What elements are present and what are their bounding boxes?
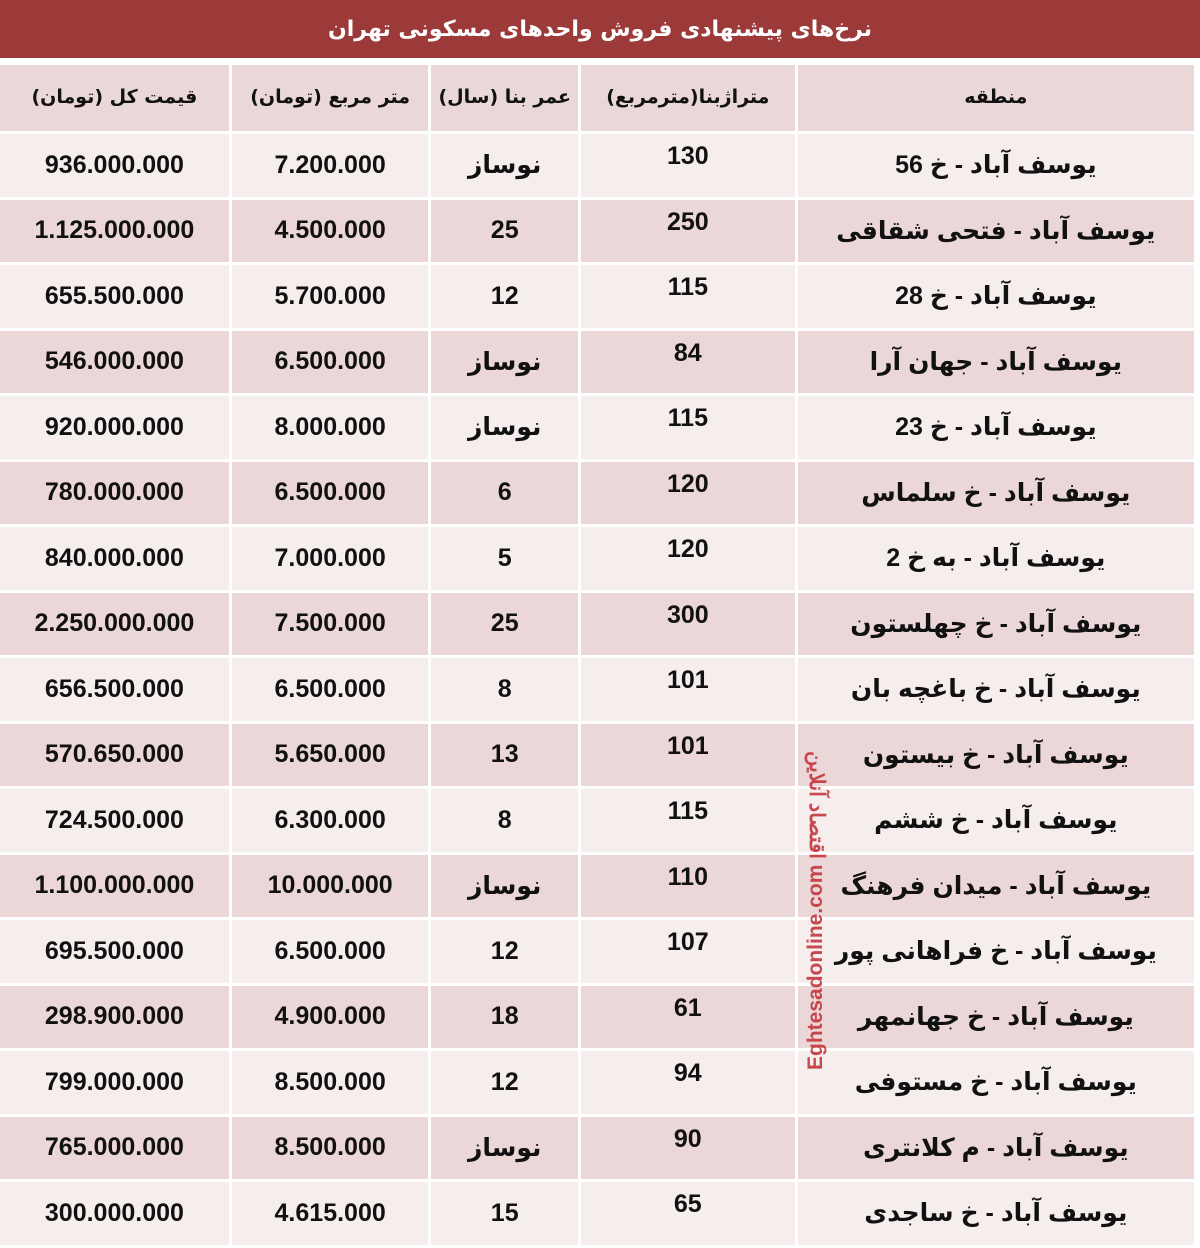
cell-price-per-m2: 4.500.000 [232,200,429,263]
table-row [0,134,1194,197]
watermark [796,750,836,1070]
cell-size: 65 [581,1182,795,1245]
cell-price-per-m2: 8.500.000 [232,1051,429,1114]
header-area: منطقه [798,65,1194,131]
cell-total-price: 780.000.000 [0,462,229,525]
cell-age: نوساز [431,134,577,197]
cell-area: یوسف آباد - فتحی شقاقی [798,200,1194,263]
table-row [0,724,1194,787]
cell-area: یوسف آباد - خ ساجدی [798,1182,1194,1245]
cell-price-per-m2: 6.500.000 [232,331,429,394]
cell-age: نوساز [431,396,577,459]
cell-price-per-m2: 7.500.000 [232,593,429,656]
cell-total-price: 920.000.000 [0,396,229,459]
cell-area: یوسف آباد - جهان آرا [798,331,1194,394]
cell-age: 18 [431,986,577,1049]
price-table [0,62,1197,1248]
cell-size: 115 [581,265,795,328]
cell-price-per-m2: 10.000.000 [232,855,429,918]
cell-size: 115 [581,789,795,852]
cell-total-price: 765.000.000 [0,1117,229,1180]
cell-size: 120 [581,462,795,525]
cell-price-per-m2: 8.500.000 [232,1117,429,1180]
cell-total-price: 1.125.000.000 [0,200,229,263]
header-size: متراژبنا(مترمربع) [581,65,795,131]
cell-price-per-m2: 4.900.000 [232,986,429,1049]
cell-total-price: 695.500.000 [0,920,229,983]
cell-age: 5 [431,527,577,590]
cell-age: 12 [431,265,577,328]
cell-size: 110 [581,855,795,918]
cell-area: یوسف آباد - خ 28 [798,265,1194,328]
cell-total-price: 2.250.000.000 [0,593,229,656]
cell-size: 61 [581,986,795,1049]
table-row [0,331,1194,394]
cell-size: 84 [581,331,795,394]
cell-total-price: 799.000.000 [0,1051,229,1114]
header-row [0,65,1194,131]
cell-age: نوساز [431,855,577,918]
cell-price-per-m2: 7.000.000 [232,527,429,590]
cell-area: یوسف آباد - خ فراهانی پور [798,920,1194,983]
cell-total-price: 300.000.000 [0,1182,229,1245]
cell-size: 120 [581,527,795,590]
cell-size: 130 [581,134,795,197]
watermark-en: Eghtesadonline.com [804,864,827,1070]
cell-size: 90 [581,1117,795,1180]
table-row [0,1182,1194,1245]
cell-area: یوسف آباد - خ ششم [798,789,1194,852]
table-row [0,920,1194,983]
cell-total-price: 298.900.000 [0,986,229,1049]
cell-area: یوسف آباد - میدان فرهنگ [798,855,1194,918]
table-row [0,265,1194,328]
cell-price-per-m2: 4.615.000 [232,1182,429,1245]
cell-size: 250 [581,200,795,263]
cell-age: 12 [431,1051,577,1114]
cell-size: 94 [581,1051,795,1114]
cell-area: یوسف آباد - به خ 2 [798,527,1194,590]
cell-total-price: 936.000.000 [0,134,229,197]
header-age: عمر بنا (سال) [431,65,577,131]
cell-total-price: 655.500.000 [0,265,229,328]
cell-age: 25 [431,593,577,656]
cell-age: 8 [431,789,577,852]
table-row [0,593,1194,656]
cell-area: یوسف آباد - خ بیستون [798,724,1194,787]
table-row [0,855,1194,918]
cell-age: 25 [431,200,577,263]
cell-price-per-m2: 6.300.000 [232,789,429,852]
cell-area: یوسف آباد - م کلانتری [798,1117,1194,1180]
table-row [0,462,1194,525]
header-price-per-m2: متر مربع (تومان) [232,65,429,131]
table-row [0,658,1194,721]
cell-total-price: 656.500.000 [0,658,229,721]
cell-total-price: 1.100.000.000 [0,855,229,918]
cell-total-price: 546.000.000 [0,331,229,394]
cell-area: یوسف آباد - خ چهلستون [798,593,1194,656]
cell-size: 101 [581,658,795,721]
table-body [0,134,1194,1245]
cell-price-per-m2: 7.200.000 [232,134,429,197]
cell-area: یوسف آباد - خ سلماس [798,462,1194,525]
cell-age: 6 [431,462,577,525]
header-total-price: قیمت کل (تومان) [0,65,229,131]
table-row [0,986,1194,1049]
table-row [0,200,1194,263]
cell-price-per-m2: 8.000.000 [232,396,429,459]
cell-area: یوسف آباد - خ باغچه بان [798,658,1194,721]
cell-total-price: 840.000.000 [0,527,229,590]
cell-size: 101 [581,724,795,787]
watermark-fa: اقتصاد آنلاین [805,750,828,859]
cell-size: 107 [581,920,795,983]
cell-price-per-m2: 5.650.000 [232,724,429,787]
cell-total-price: 570.650.000 [0,724,229,787]
cell-size: 115 [581,396,795,459]
table-row [0,1117,1194,1180]
cell-area: یوسف آباد - خ 23 [798,396,1194,459]
cell-price-per-m2: 6.500.000 [232,920,429,983]
cell-area: یوسف آباد - خ جهانمهر [798,986,1194,1049]
cell-age: نوساز [431,331,577,394]
cell-price-per-m2: 6.500.000 [232,658,429,721]
cell-area: یوسف آباد - خ 56 [798,134,1194,197]
cell-size: 300 [581,593,795,656]
table-row [0,1051,1194,1114]
table-title: نرخ‌های پیشنهادی فروش واحدهای مسکونی تهران [0,0,1200,58]
cell-area: یوسف آباد - خ مستوفی [798,1051,1194,1114]
cell-age: نوساز [431,1117,577,1180]
cell-total-price: 724.500.000 [0,789,229,852]
cell-age: 12 [431,920,577,983]
table-row [0,789,1194,852]
cell-age: 13 [431,724,577,787]
cell-price-per-m2: 6.500.000 [232,462,429,525]
cell-age: 8 [431,658,577,721]
table-row [0,527,1194,590]
cell-age: 15 [431,1182,577,1245]
table-row [0,396,1194,459]
cell-price-per-m2: 5.700.000 [232,265,429,328]
